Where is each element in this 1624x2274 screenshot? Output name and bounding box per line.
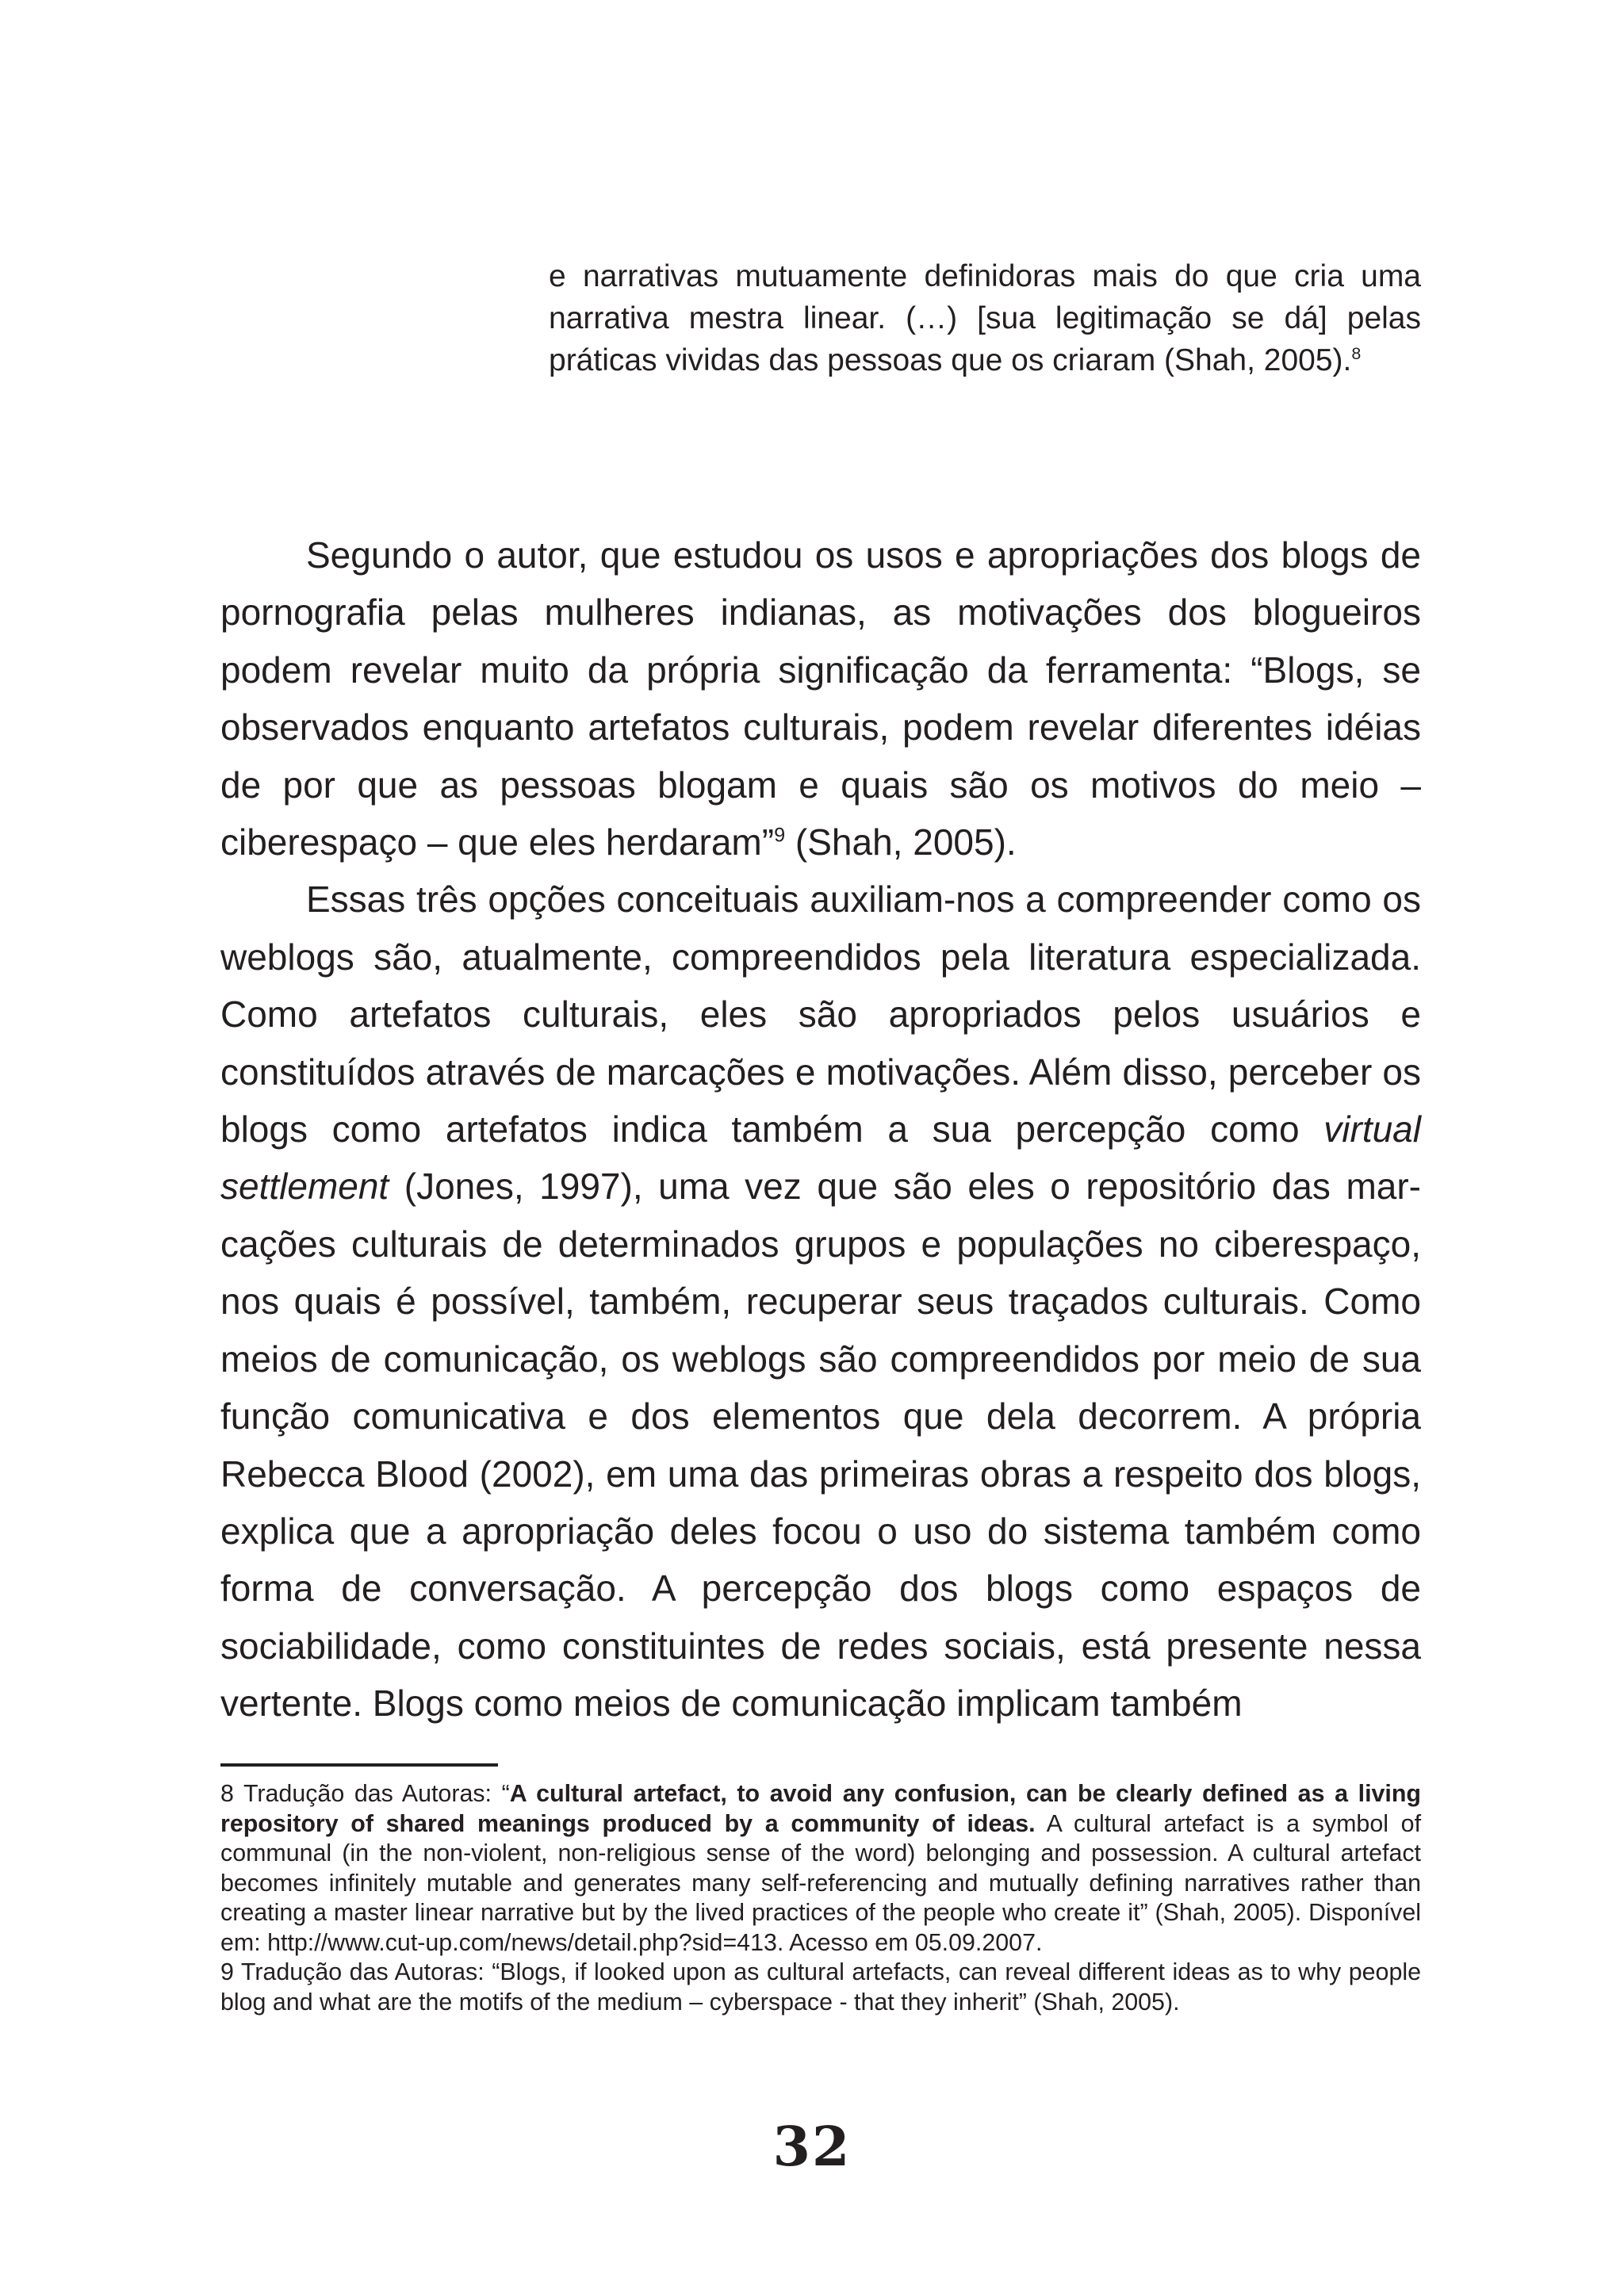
paragraph-1-citation: (Shah, 2005). bbox=[785, 821, 1017, 863]
quote-text: e narrativas mutuamente definidoras mais do que cria uma narrativa mestra linear. (…) [sua legitimação se dá] pelas práticas vividas das pessoas que os criaram (Shah, 2005). bbox=[549, 259, 1421, 377]
footnote-8-lead: 8 Tradução das Autoras: “ bbox=[220, 1780, 510, 1807]
paragraph-2 bbox=[220, 871, 1421, 1732]
footnote-9: 9 Tradução das Autoras: “Blogs, if looked upon as cultural artefacts, can reveal different ideas as to why people blog and what are the motifs of the medium – cyberspace - that they inherit” (Shah, 2005). bbox=[220, 1958, 1421, 2016]
footnote-ref-8: 8 bbox=[1351, 344, 1362, 363]
footnote-rule bbox=[220, 1763, 498, 1767]
footnote-8 bbox=[220, 1779, 1421, 1958]
paragraph-2-text-start: Essas três opções conceituais auxiliam-nos a compreender como os weblogs são, atualmente, compreendidos pela literatura especializada. Como artefatos culturais, eles são apropriados pelos usuários e constituídos através de marcações e motivações. Além disso, perceber os blogs como artefatos indica também a sua percepção como bbox=[220, 879, 1421, 1150]
block-quote bbox=[549, 255, 1421, 381]
paragraph-2-text-end: (Jones, 1997), uma vez que são eles o repositório das marcações culturais de determinados grupos e populações no ciberespaço, nos quais é possível, também, recuperar seus traçados culturais. Como meios de comunicação, os weblogs são compreendidos por meio de sua função comunicativa e dos elementos que dela decorrem. A própria Rebecca Blood (2002), em uma das primeiras obras a respeito dos blogs, explica que a apropriação deles focou o uso do sistema também como forma de conversação. A percepção dos blogs como espaços de sociabilidade, como constituintes de redes sociais, está presente nessa vertente. Blogs como meios de comunicação implicam também bbox=[220, 1166, 1421, 1725]
footnote-ref-9: 9 bbox=[774, 824, 786, 847]
paragraph-1-text: Segundo o autor, que estudou os usos e apropriações dos blogs de pornografia pelas mulheres indianas, as motivações dos blogueiros podem revelar muito da própria significação da ferramenta: “Blogs, se observados enquanto artefatos culturais, podem revelar diferentes idéias de por que as pessoas blogam e quais são os motivos do meio – ciberespaço – que eles herdaram” bbox=[220, 534, 1421, 863]
body-text bbox=[220, 526, 1421, 1732]
footnotes bbox=[220, 1779, 1421, 2017]
paragraph-2-italic-term: virtual settlement bbox=[220, 1108, 1421, 1208]
footnote-8-rest: A cultural artefact is a symbol of communal (in the non-violent, non-religious sense of the word) belonging and possession. A cultural artefact becomes infinitely mutable and generates many self-referencing and mutually defining narratives rather than creating a master linear narrative but by the lived practices of the people who create it” (Shah, 2005). Disponível em: http://www.cut-up.com/news/detail.php?sid=413. Acesso em 05.09.2007. bbox=[220, 1809, 1422, 1956]
paragraph-1 bbox=[220, 526, 1421, 871]
page-number: 32 bbox=[772, 2115, 852, 2179]
footnote-8-bold: A cultural artefact, to avoid any confusion, can be clearly defined as a living repository of shared meanings produced by a community of ideas. bbox=[220, 1780, 1421, 1837]
